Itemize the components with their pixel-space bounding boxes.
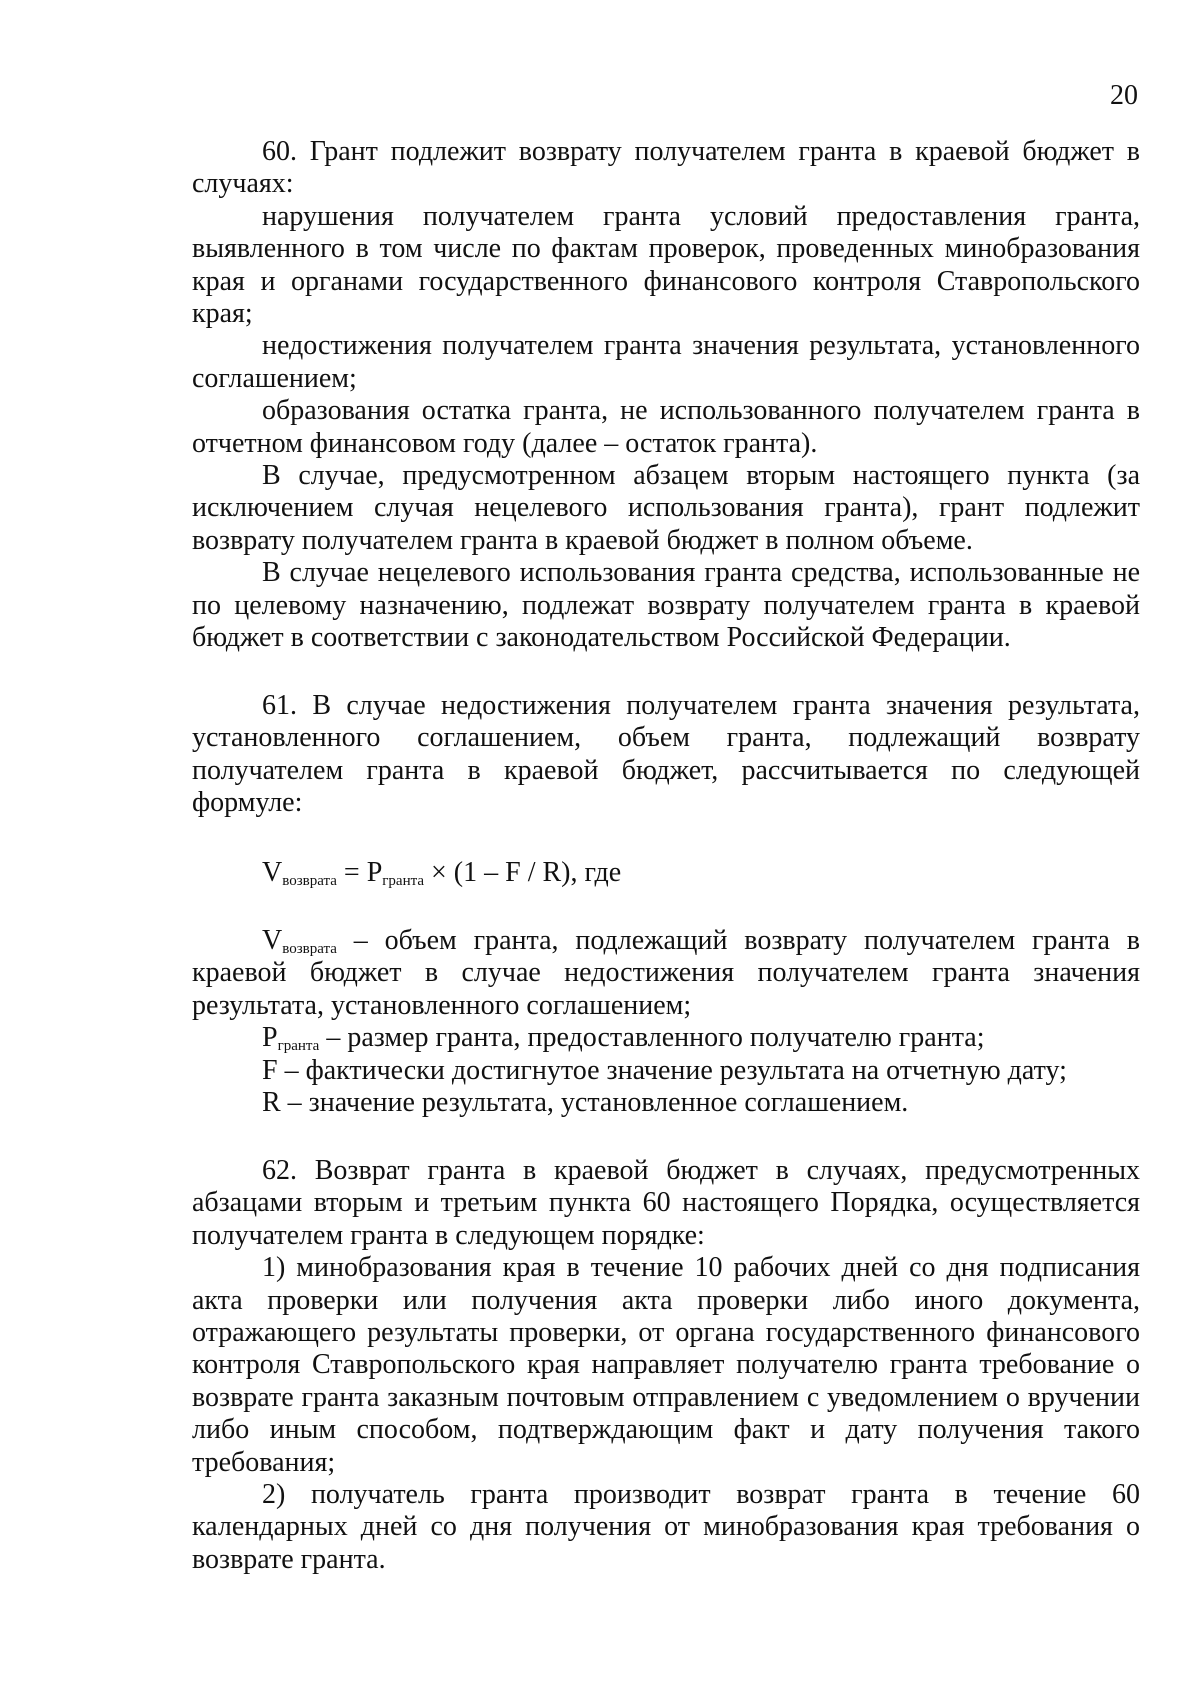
section-62 xyxy=(192,1155,1140,1576)
formula-v-symbol: V xyxy=(262,857,283,888)
formula-p-symbol: P xyxy=(366,857,383,888)
paragraph-60-misuse: В случае нецелевого использования гранта средства, использованные не по целевому назначению, подлежат возврату получателем гранта в краевой бюджет в соответствии с законодательством Российской Федерации. xyxy=(192,557,1140,654)
paragraph-60-case-remainder: образования остатка гранта, не использованного получателем гранта в отчетном финансовом году (далее – остаток гранта). xyxy=(192,395,1140,459)
paragraph-61-intro: 61. В случае недостижения получателем гранта значения результата, установленного соглашением, объем гранта, подлежащий возврату получателем гранта в краевой бюджет, рассчитывается по следующей формуле: xyxy=(192,690,1140,819)
section-60 xyxy=(192,136,1140,655)
definition-v-symbol: V xyxy=(262,925,283,956)
formula-equals: = xyxy=(336,857,367,888)
paragraph-62-intro: 62. Возврат гранта в краевой бюджет в случаях, предусмотренных абзацами вторым и третьим пункта 60 настоящего Порядка, осуществляется получателем гранта в следующем порядке: xyxy=(192,1155,1140,1251)
definition-v xyxy=(192,925,1147,1022)
formula-rest: × (1 – F / R), где xyxy=(424,857,622,888)
definition-f: F – фактически достигнутое значение результата на отчетную дату; xyxy=(262,1054,1067,1086)
paragraph-60-full-return: В случае, предусмотренном абзацем вторым настоящего пункта (за исключением случая нецелевого использования гранта), грант подлежит возврату получателем гранта в краевой бюджет в полном объеме. xyxy=(192,460,1140,556)
formula-v-subscript: возврата xyxy=(282,873,337,889)
page-number: 20 xyxy=(1110,80,1138,111)
paragraph-60-case-violation: нарушения получателем гранта условий предоставления гранта, выявленного в том числе по фактам проверок, проведенных минобразования края и органами государственного финансового контроля Ставропольского края; xyxy=(192,200,1140,330)
formula xyxy=(192,856,1140,890)
paragraph-62-step-2: 2) получатель гранта производит возврат гранта в течение 60 календарных дней со дня получения от минобразования края требования о возврате гранта. xyxy=(192,1479,1140,1575)
paragraph-60-case-not-achieved: недостижения получателем гранта значения результата, установленного соглашением; xyxy=(192,330,1140,394)
paragraph-62-step-1: 1) минобразования края в течение 10 рабочих дней со дня подписания акта проверки или получения акта проверки либо иного документа, отражающего результаты проверки, от органа государственного финансового контроля Ставропольского края направляет получателю гранта требование о возврате гранта заказным почтовым отправлением с уведомлением о вручении либо иным способом, подтверждающим факт и дату получения такого требования; xyxy=(192,1252,1140,1478)
definition-p-symbol: P xyxy=(262,1022,278,1054)
definition-p-text: – размер гранта, предоставленного получателю гранта; xyxy=(319,1022,985,1054)
definition-v-subscript: возврата xyxy=(282,941,337,957)
definition-p xyxy=(192,1022,1140,1054)
formula-block xyxy=(192,856,1140,890)
formula-p-subscript: гранта xyxy=(382,873,424,889)
definition-r: R – значение результата, установленное соглашением. xyxy=(262,1087,909,1119)
section-61-definitions xyxy=(192,925,1147,1119)
paragraph-60-intro: 60. Грант подлежит возврату получателем гранта в краевой бюджет в случаях: xyxy=(192,136,1140,200)
definition-v-text: – объем гранта, подлежащий возврату получателем гранта в краевой бюджет в случае недостижения получателем гранта значения результата, установленного соглашением; xyxy=(192,925,1147,1021)
section-61 xyxy=(192,690,1140,820)
definition-p-subscript: гранта xyxy=(277,1038,320,1055)
